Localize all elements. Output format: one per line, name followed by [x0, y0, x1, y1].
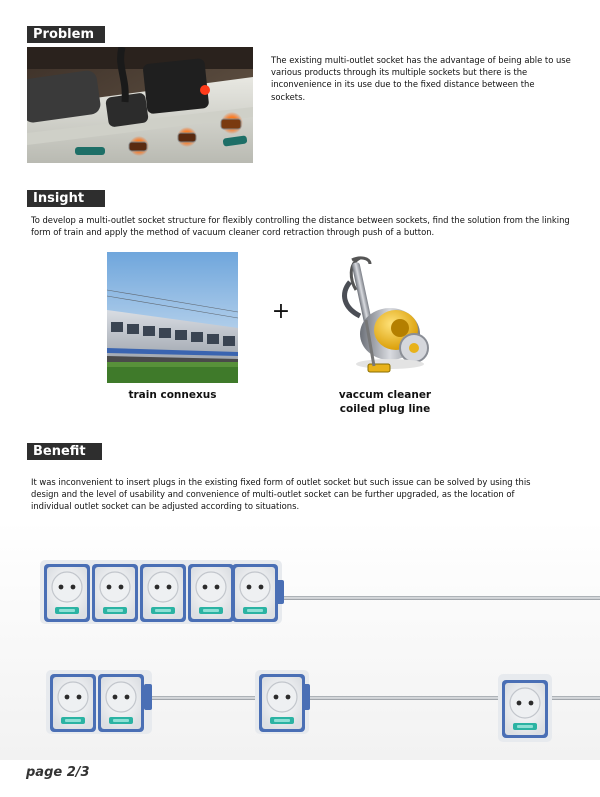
page-number: page 2/3 [26, 765, 90, 780]
socket-row-2-right [498, 674, 552, 742]
insight-heading: Insight [27, 190, 105, 207]
benefit-heading: Benefit [27, 443, 102, 460]
problem-heading: Problem [27, 26, 105, 43]
cord-row-1 [278, 596, 600, 600]
caption-vacuum-line2: coiled plug line [339, 403, 431, 415]
problem-text: The existing multi-outlet socket has the advantage of being able to use various products through its multiple sockets but there is the inconvenience in its use due to the fixed distance between the sockets. [271, 55, 571, 102]
socket-row-2-middle [255, 670, 310, 734]
insight-text: To develop a multi-outlet socket structure for flexibly controlling the distance between sockets, find the solution from the linking form of train and apply the method of vacuum cleaner cord retraction through push of a button. [31, 215, 570, 238]
power-strip-photo [27, 47, 253, 163]
socket-group-row-2-left [46, 670, 152, 734]
socket-group-row-1 [40, 560, 284, 624]
vacuum-cleaner-image [330, 250, 438, 382]
caption-train: train connexus [128, 389, 217, 401]
plus-sign: + [271, 299, 291, 324]
modular-socket-render [0, 520, 600, 760]
caption-vacuum-line1: vaccum cleaner [338, 389, 432, 401]
train-photo [107, 252, 238, 383]
benefit-text: It was inconvenient to insert plugs in the existing fixed form of outlet socket but such issue can be solved by using this design and the level of usability and convenience of multi-outlet socket can be further upgraded, as the location of individual outlet socket can be adjusted according to situations. [31, 477, 531, 512]
